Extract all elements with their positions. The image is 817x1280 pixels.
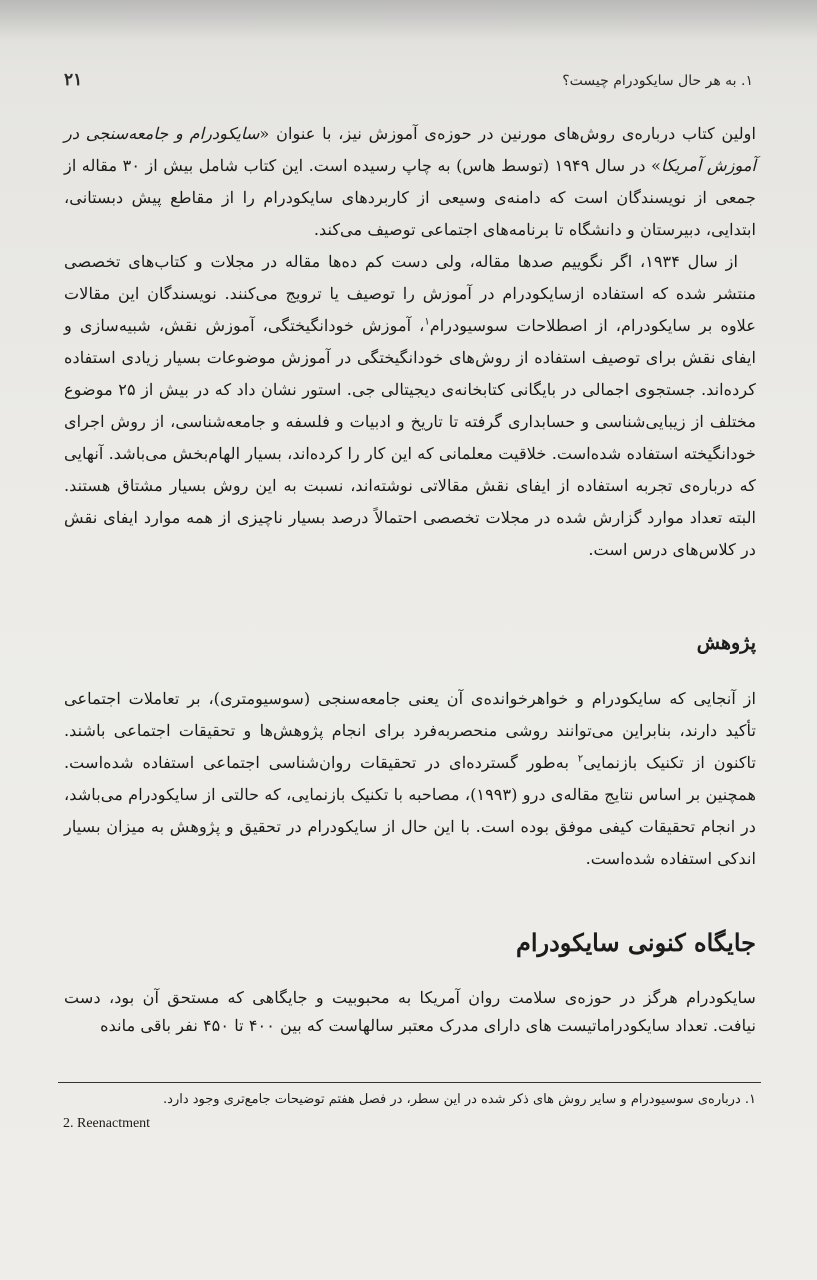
current-status-paragraph: سایکودرام هرگز در حوزه‌ی سلامت روان آمریکا به محبوبیت و جایگاهی که مستحق آن بود، دست نیافت. تعداد سایکودراماتیست های دارای مدرک معتبر سالهاست که بین ۴۰۰ تا ۴۵۰ نفر باقی مانده bbox=[64, 988, 756, 1035]
footnote-2: 2. Reenactment bbox=[63, 1116, 151, 1131]
intro-p2-text-a: از سال ۱۹۳۴، اگر نگوییم صدها مقاله، ولی دست کم ده‌ها مقاله در مجلات و کتاب‌های تخصصی منتشر شده که استفاده ازسایکودرام در آموزش را توصیف یا ترویج می‌کنند. نویسندگان این مقالات علاوه بر سایکودرام، از اصطلاحات سوسیودرام bbox=[64, 252, 756, 335]
current-status-heading: جایگاه کنونی سایکودرام bbox=[516, 928, 756, 957]
intro-p1-text-a: اولین کتاب درباره‌ی روش‌های مورنین در حوزه‌ی آموزش نیز، با عنوان « bbox=[259, 124, 756, 143]
current-status-section bbox=[64, 984, 756, 1040]
research-section bbox=[64, 683, 756, 875]
research-text-a: از آنجایی که سایکودرام و خواهرخوانده‌ی آن یعنی جامعه‌سنجی (سوسیومتری)، بر تعاملات اجتماعی تأکید دارند، بنابراین می‌توانند روشی منحصربه‌فرد برای انجام پژوهش‌ها و تحقیقات اجتماعی باشند. تاکنون از تکنیک بازنمایی bbox=[64, 689, 756, 772]
research-paragraph bbox=[64, 683, 756, 875]
footnote-1: ۱. درباره‌ی سوسیودرام و سایر روش های ذکر شده در این سطر، در فصل هفتم توضیحات جامع‌تری وجود دارد. bbox=[163, 1092, 756, 1107]
book-title: سایکودرام و جامعه‌سنجی در آموزش آمریکا bbox=[64, 124, 757, 175]
footnote-ref-1: ۱ bbox=[424, 316, 430, 328]
intro-section bbox=[64, 118, 756, 566]
intro-paragraph-2 bbox=[64, 246, 756, 566]
intro-p2-text-b: ، آموزش خودانگیختگی، آموزش نقش، شبیه‌سازی و ایفای نقش برای توصیف استفاده از روش‌های خودانگیختگی در آموزش موضوعات بسیار زیادی استفاده کرده‌اند. جستجوی اجمالی در بایگانی کتابخانه‌ی دیجیتالی جی. استور نشان داد که در بیش از ۲۵ موضوع مختلف از زیبایی‌شناسی و حسابداری گرفته تا تاریخ و ادبیات و فلسفه و جامعه‌شناسی، از روش اجرای خودانگیخته استفاده شده‌است. خلاقیت معلمانی که این کار را کرده‌اند، بسیار الهام‌بخش می‌باشد. آنهایی که درباره‌ی تجربه استفاده از ایفای نقش مقالاتی نوشته‌اند، نسبت به این روش بسیار مشتاق هستند. البته تعداد موارد گزارش شده در مجلات تخصصی احتمالاً درصد بسیار ناچیزی از همه موارد ایفای نقش در کلاس‌های درس است. bbox=[64, 316, 756, 559]
research-heading: پژوهش bbox=[696, 632, 756, 654]
page-number: ۲۱ bbox=[64, 70, 83, 90]
intro-paragraph-1 bbox=[64, 118, 756, 246]
footnote-divider bbox=[58, 1082, 761, 1083]
intro-p1-text-b: » در سال ۱۹۴۹ (توسط هاس) به چاپ رسیده است. این کتاب شامل بیش از ۳۰ مقاله از جمعی از نویسندگان است که دامنه‌ی وسیعی از کاربردهای سایکودرام را از مقاطع پیش دبستانی، ابتدایی، دبیرستان و دانشگاه تا برنامه‌های اجتماعی توصیف می‌کند. bbox=[64, 156, 756, 239]
footnote-ref-2: ۲ bbox=[577, 753, 584, 765]
chapter-title: ۱. به هر حال سایکودرام چیست؟ bbox=[562, 73, 753, 89]
page-top-shadow bbox=[0, 0, 817, 40]
research-text-b: به‌طور گسترده‌ای در تحقیقات روان‌شناسی اجتماعی استفاده شده‌است. همچنین بر اساس نتایج مقاله‌ی درو (۱۹۹۳)، مصاحبه با تکنیک بازنمایی، که حالتی از سایکودرام می‌باشد، در انجام تحقیقات کیفی موفق بوده است. با این حال از سایکودرام در تحقیق و پژوهش به میزان بسیار اندکی استفاده شده‌است. bbox=[64, 753, 756, 868]
running-head bbox=[64, 70, 753, 94]
